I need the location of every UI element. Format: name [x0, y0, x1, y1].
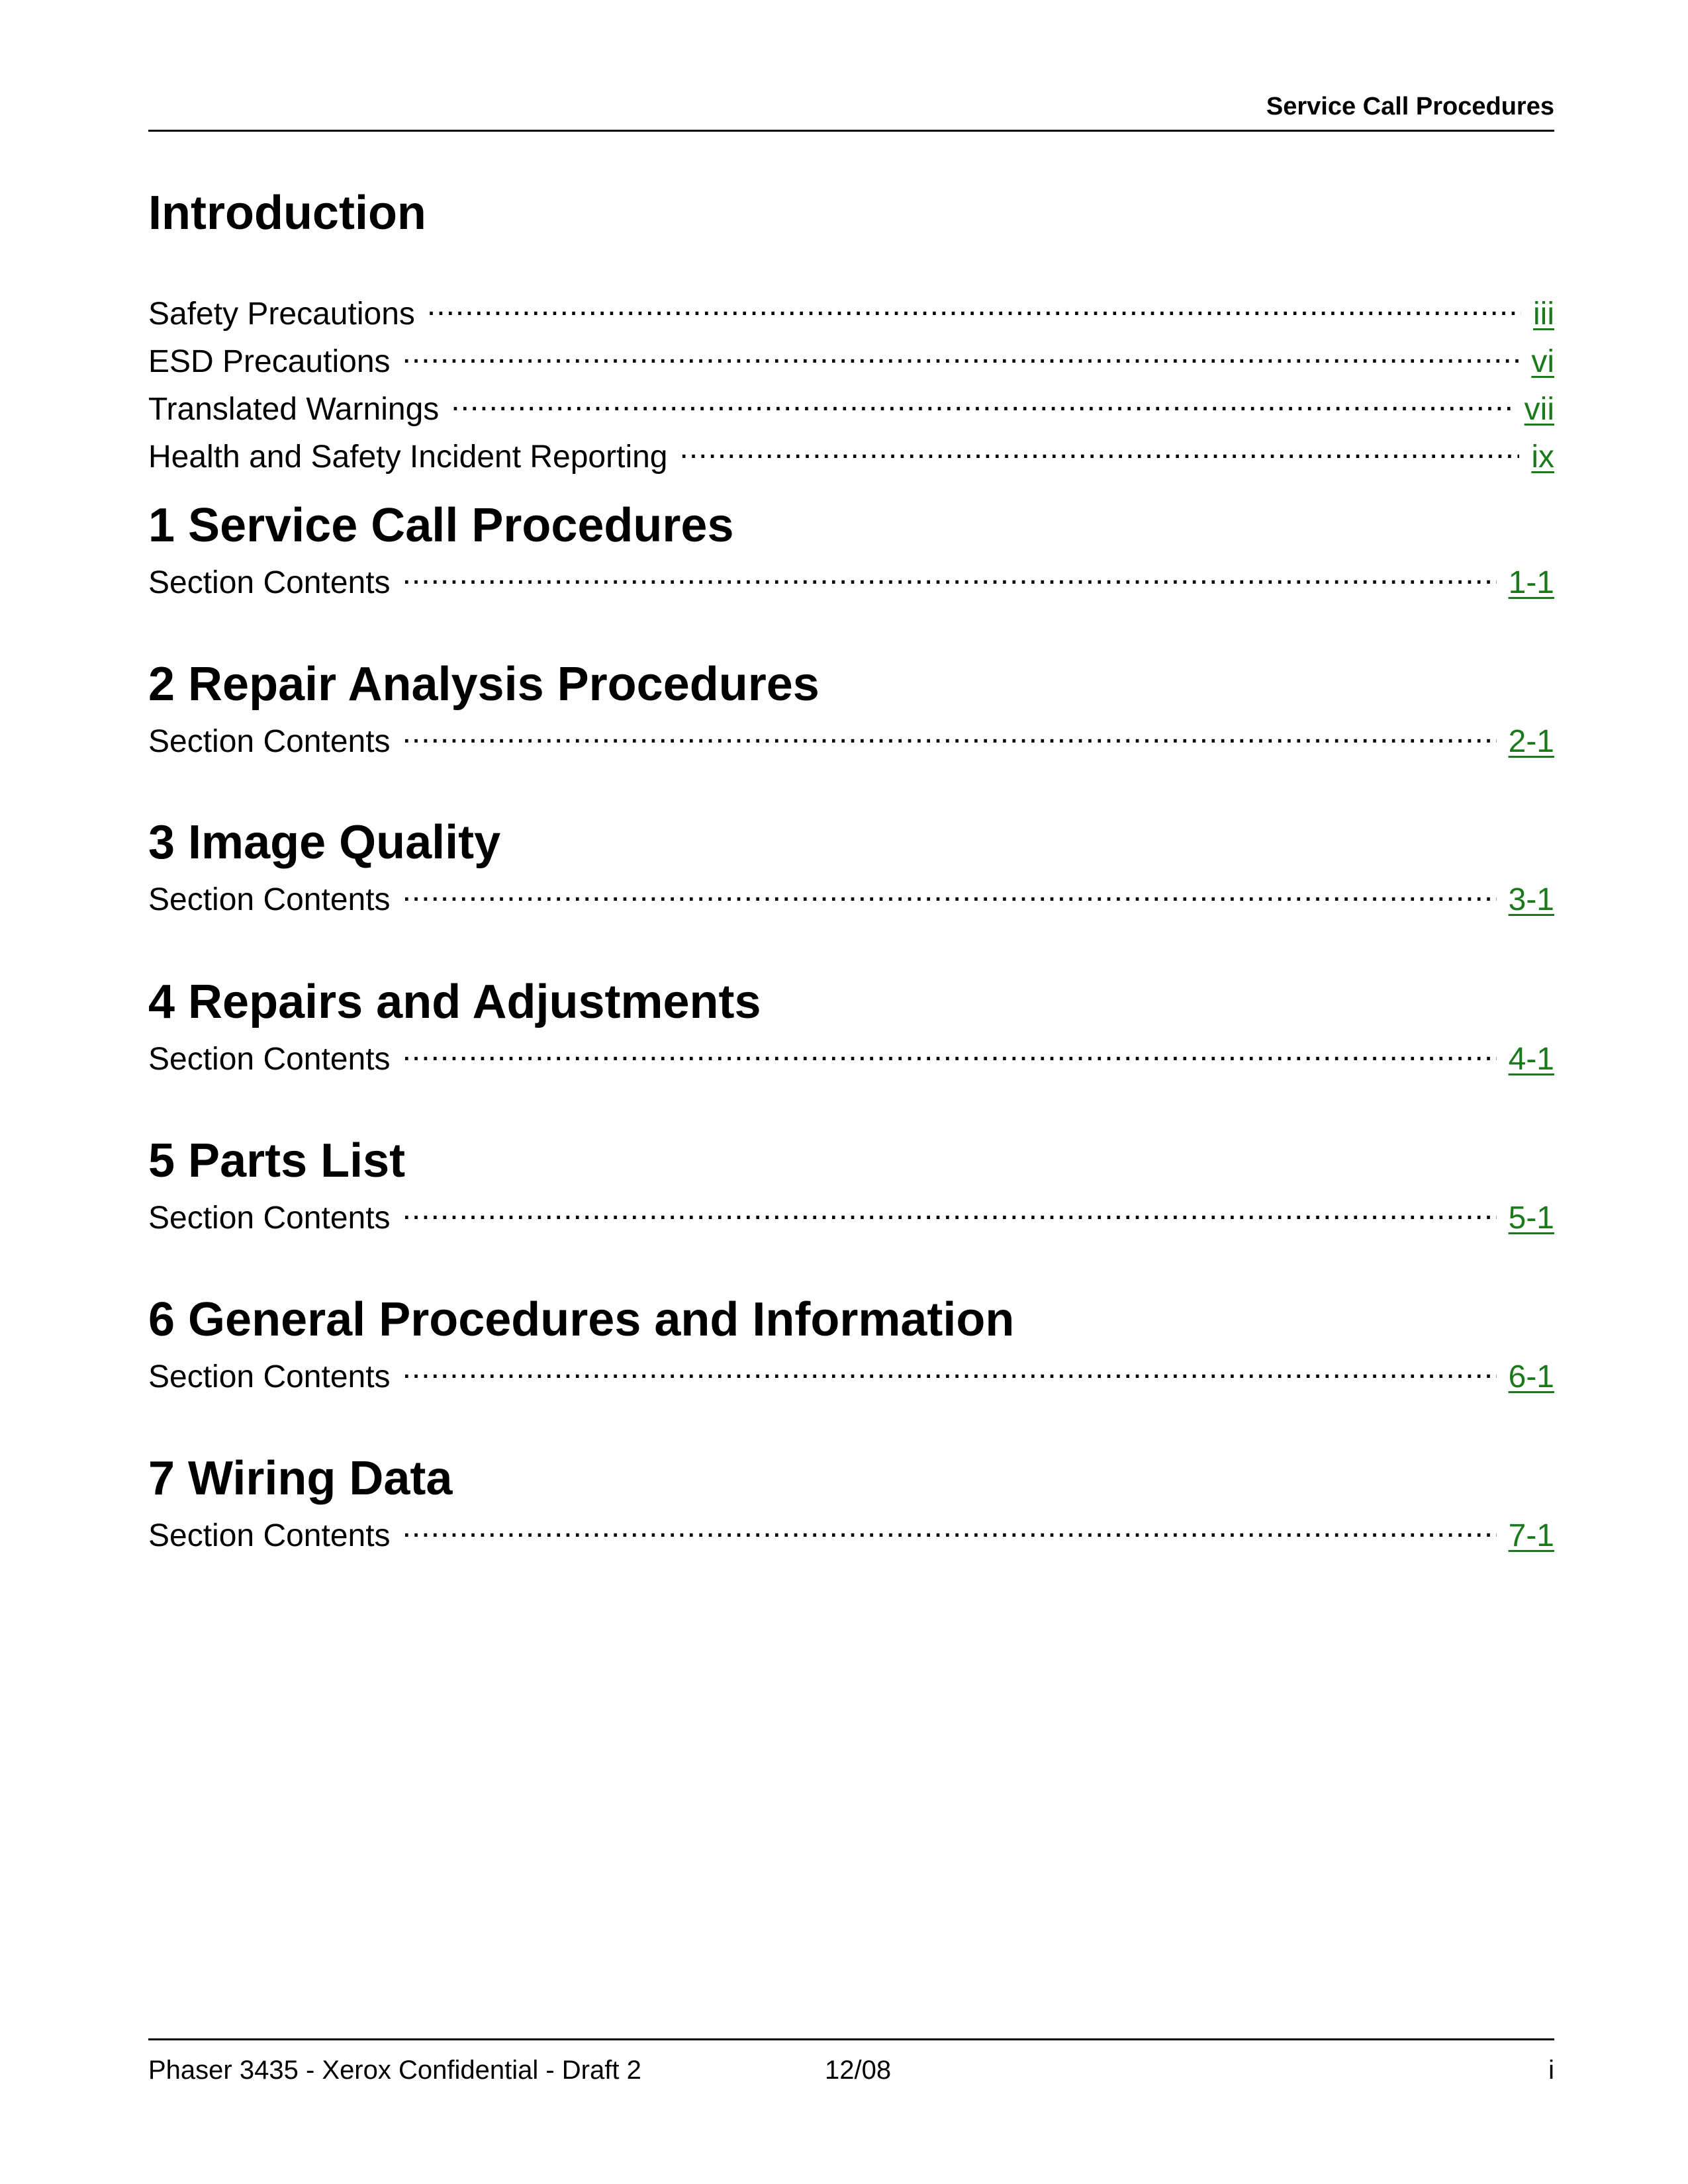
section-3	[148, 811, 1554, 919]
toc-entry-safety-precautions	[148, 286, 1554, 334]
toc-entry-label: Section Contents	[148, 1042, 391, 1077]
toc-entry-label: ESD Precautions	[148, 344, 391, 379]
introduction-heading: Introduction	[148, 187, 426, 240]
toc-page-link[interactable]: 7-1	[1508, 1518, 1554, 1553]
toc-page-link[interactable]: 5-1	[1508, 1201, 1554, 1236]
toc-entry-label: Section Contents	[148, 1359, 391, 1394]
toc-entry-section-contents	[148, 1508, 1554, 1555]
section-6	[148, 1288, 1554, 1396]
toc-page-link[interactable]: 3-1	[1508, 882, 1554, 917]
toc-entry-label: Health and Safety Incident Reporting	[148, 439, 668, 475]
toc-entry-label: Safety Precautions	[148, 296, 415, 332]
toc-entry-label: Section Contents	[148, 565, 391, 600]
page-header	[148, 90, 1554, 132]
section-heading: 4 Repairs and Adjustments	[148, 976, 761, 1028]
dot-leader	[451, 381, 1512, 420]
toc-entry-health-safety-reporting	[148, 429, 1554, 477]
section-2	[148, 653, 1554, 761]
section-heading: 2 Repair Analysis Procedures	[148, 658, 820, 711]
header-title: Service Call Procedures	[1266, 93, 1554, 120]
dot-leader	[680, 429, 1520, 467]
dot-leader	[402, 713, 1497, 752]
section-heading: 7 Wiring Data	[148, 1452, 453, 1505]
toc-entry-translated-warnings	[148, 381, 1554, 429]
toc-page-link[interactable]: vi	[1531, 344, 1554, 379]
section-heading: 6 General Procedures and Information	[148, 1293, 1015, 1346]
toc-entry-section-contents	[148, 872, 1554, 919]
section-heading: 3 Image Quality	[148, 816, 501, 869]
section-4	[148, 970, 1554, 1079]
toc-entry-label: Translated Warnings	[148, 392, 440, 427]
dot-leader	[402, 872, 1497, 910]
toc-entry-section-contents	[148, 555, 1554, 602]
toc-entry-section-contents	[148, 1031, 1554, 1079]
toc-page-link[interactable]: 4-1	[1508, 1042, 1554, 1077]
section-7	[148, 1447, 1554, 1555]
toc-page-link[interactable]: 6-1	[1508, 1359, 1554, 1394]
toc-entry-section-contents	[148, 713, 1554, 761]
footer-document-title: Phaser 3435 - Xerox Confidential - Draft 2	[148, 2056, 641, 2085]
dot-leader	[402, 555, 1497, 593]
section-1	[148, 494, 1554, 602]
toc-page-link[interactable]: 1-1	[1508, 565, 1554, 600]
page-footer	[148, 2038, 1554, 2093]
section-5	[148, 1129, 1554, 1238]
dot-leader	[402, 1031, 1497, 1069]
toc-entry-section-contents	[148, 1190, 1554, 1238]
toc-entry-section-contents	[148, 1349, 1554, 1396]
toc-page-link[interactable]: ix	[1531, 439, 1554, 475]
toc-entry-esd-precautions	[148, 334, 1554, 381]
dot-leader	[427, 286, 1521, 324]
toc-entry-label: Section Contents	[148, 1518, 391, 1553]
toc-page-link[interactable]: vii	[1524, 392, 1554, 427]
toc-entry-label: Section Contents	[148, 1201, 391, 1236]
footer-date: 12/08	[825, 2056, 892, 2085]
introduction-toc-list	[148, 286, 1554, 477]
dot-leader	[402, 1349, 1497, 1387]
dot-leader	[402, 1508, 1497, 1546]
dot-leader	[402, 334, 1520, 372]
toc-entry-label: Section Contents	[148, 882, 391, 917]
toc-entry-label: Section Contents	[148, 724, 391, 759]
dot-leader	[402, 1190, 1497, 1228]
document-page	[148, 0, 1554, 2184]
toc-page-link[interactable]: 2-1	[1508, 724, 1554, 759]
footer-page-number: i	[1548, 2056, 1554, 2085]
toc-page-link[interactable]: iii	[1533, 296, 1554, 332]
section-heading: 5 Parts List	[148, 1134, 406, 1187]
section-heading: 1 Service Call Procedures	[148, 499, 734, 552]
